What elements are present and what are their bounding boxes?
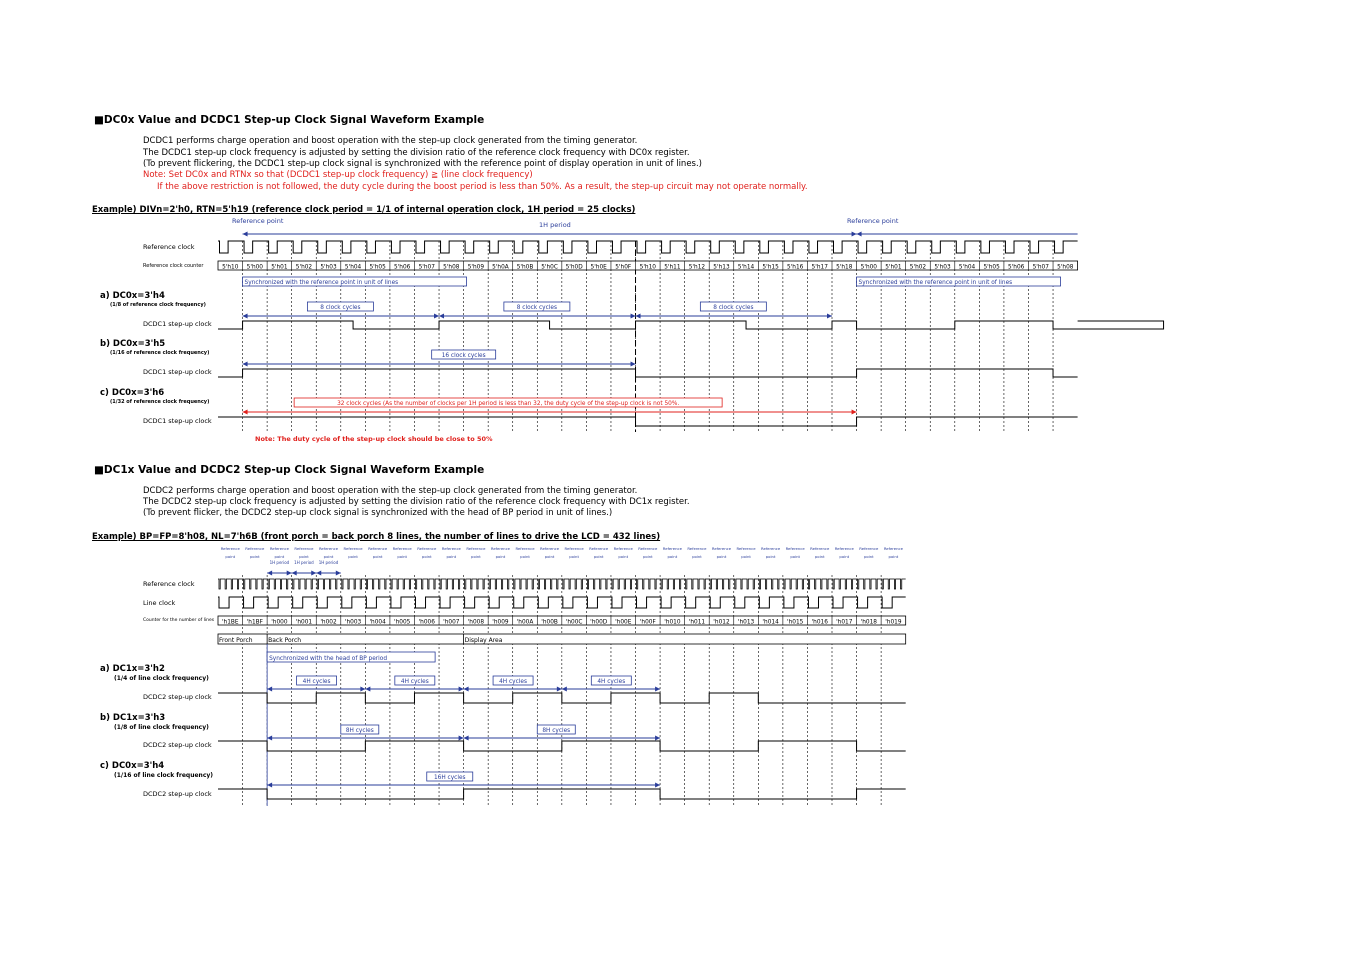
reference-point-label: point (348, 554, 358, 559)
cycle-arrow-4h-head-left (562, 687, 567, 692)
display-area-label: Display Area (464, 637, 503, 644)
counter-cell: 5'h01 (885, 264, 902, 271)
line-counter-cell: 'h019 (885, 619, 902, 626)
reference-point-label: Reference (834, 546, 854, 551)
counter-cell: 5'h08 (443, 264, 460, 271)
back-porch-label: Back Porch (268, 637, 302, 644)
reference-point-label: point (692, 554, 702, 559)
reference-point-label: point (421, 554, 432, 559)
duty-cycle-note: Note: The duty cycle of the step-up clock should be close to 50% (255, 435, 493, 443)
reference-point-label: Reference (687, 546, 707, 551)
counter-cell: 5'h0F (615, 264, 632, 271)
reference-point-label: Reference (662, 546, 682, 551)
reference-point-label: point (642, 554, 653, 559)
counter-cell: 5'h11 (664, 264, 681, 271)
counter-cell: 5'h00 (860, 264, 878, 271)
line-counter-cell: 'h009 (492, 619, 509, 626)
cycle-arrow-8h-head-right (459, 736, 464, 741)
line-counter-cell: 'h1BE (221, 619, 239, 626)
cycle-label-4h: 4H cycles (499, 679, 528, 685)
cycle-arrow-4h-head-left (464, 687, 469, 692)
line-counter-cell: 'h1BF (246, 619, 263, 626)
reference-point-label: point (397, 554, 408, 559)
case-a-subtitle: (1/8 of reference clock frequency) (110, 302, 206, 308)
counter-cell: 5'h05 (983, 264, 1000, 271)
cycle-label-4h: 4H cycles (400, 679, 429, 685)
counter-cell: 5'h10 (222, 264, 239, 271)
cycle-arrow-4h-head-left (267, 687, 272, 692)
cycle-arrow-32-head-right (852, 410, 857, 415)
cycle-arrow-4h-head-left (365, 687, 370, 692)
counter-cell: 5'h01 (271, 264, 288, 271)
counter-cell: 5'h14 (737, 264, 755, 271)
reference-point-label: Reference (220, 546, 240, 551)
stepup2-clock-label: DCDC2 step-up clock (143, 693, 212, 701)
stepup-clock-label: DCDC1 step-up clock (143, 320, 212, 328)
reference-point-label: point (839, 554, 850, 559)
reference-point-label: point (520, 554, 530, 559)
cycle-arrow-4h-head-right (360, 687, 365, 692)
line-counter-cell: 'h008 (467, 619, 485, 626)
line-counter-cell: 'h00A (516, 619, 534, 626)
counter-cell: 5'h02 (909, 264, 927, 271)
cycle-label-8h: 8H cycles (542, 728, 571, 734)
front-porch-label: Front Porch (219, 637, 253, 644)
line-counter-cell: 'h010 (664, 619, 681, 626)
reference-point-label: Reference (589, 546, 609, 551)
counter-cell: 5'h07 (1032, 264, 1049, 271)
cycle-arrow-8-head-left (636, 314, 641, 319)
section2-paragraph-line: (To prevent flicker, the DCDC2 step-up clock signal is synchronized with the head of BP period in unit of lines.) (143, 508, 613, 518)
reference-point-label: Reference (318, 546, 339, 551)
counter-cell: 5'h0A (492, 264, 509, 271)
cycle-label-16: 16 clock cycles (441, 353, 486, 359)
reference-point-label: Reference (269, 546, 289, 551)
case-b-subtitle: (1/16 of reference clock frequency) (110, 350, 210, 356)
reference-point-label: Reference (294, 546, 314, 551)
reference-point-label: Reference (564, 546, 584, 551)
case-a-title: a) DC0x=3'h4 (100, 291, 165, 301)
cycle-arrow-4h-head-right (655, 687, 660, 692)
line-counter-cell: 'h00C (565, 619, 583, 626)
counter-cell: 5'h12 (688, 264, 706, 271)
period-1h-label: 1H period (294, 560, 314, 565)
reference-point-label: point (593, 554, 604, 559)
period-1h-label: 1H period (539, 221, 571, 229)
section1-paragraph-line: (To prevent flickering, the DCDC1 step-up clock signal is synchronized with the reference point of display operation in unit of lines.) (143, 159, 702, 169)
counter-cell: 5'h03 (320, 264, 337, 271)
case-c-subtitle: (1/32 of reference clock frequency) (110, 399, 210, 405)
reference-point-label: point (741, 554, 751, 559)
line-counter-cell: 'h015 (786, 619, 804, 626)
cycle-arrow-8-head-left (439, 314, 444, 319)
cycle-arrow-8-head-left (243, 314, 248, 319)
counter-cell: 5'h18 (836, 264, 853, 271)
dcdc1-stepup-a-waveform (218, 321, 1164, 329)
line-counter-cell: 'h012 (713, 619, 730, 626)
sync-label: Synchronized with the reference point in unit of lines (858, 280, 1013, 286)
line-counter-cell: 'h00B (541, 619, 558, 626)
reference-point-label: Reference (736, 546, 756, 551)
reference-point-label: Reference (638, 546, 658, 551)
line-counter-cell: 'h002 (320, 619, 337, 626)
counter-cell: 5'h09 (467, 264, 485, 271)
reference-point-label: Reference (490, 546, 511, 551)
counter-cell: 5'h17 (811, 264, 828, 271)
period-1h-label: 1H period (269, 560, 290, 565)
period-arrow-head (857, 232, 862, 237)
counter-cell: 5'h15 (762, 264, 779, 271)
dcdc1-stepup-b-waveform (218, 369, 1078, 377)
line-counter-cell: 'h005 (394, 619, 411, 626)
cycle-label-8h: 8H cycles (345, 728, 374, 734)
reference-point-label: Reference (245, 546, 265, 551)
section1-title: ■DC0x Value and DCDC1 Step-up Clock Signal Waveform Example (94, 114, 485, 126)
case2-c-subtitle: (1/16 of line clock frequency) (114, 772, 214, 779)
reference-point-label: point (618, 554, 629, 559)
counter-cell: 5'h0D (565, 264, 583, 271)
counter-cell: 5'h04 (344, 264, 362, 271)
reference-point-label: Reference point (232, 217, 284, 225)
line-counter-label: Counter for the number of lines (143, 618, 215, 623)
reference-point-label: Reference (613, 546, 633, 551)
cycle-label-8: 8 clock cycles (713, 305, 754, 311)
cycle-arrow-8-head-right (827, 314, 832, 319)
cycle-arrow-8h-head-right (655, 736, 660, 741)
section1-note-detail: If the above restriction is not followed, the duty cycle during the boost period is less than 50%. As a result, the step-up circuit may not operate normally. (157, 182, 808, 192)
reference-point-label: point (569, 554, 579, 559)
line-counter-cell: 'h000 (271, 619, 288, 626)
line-clock-waveform (218, 597, 906, 608)
case-c-title: c) DC0x=3'h6 (100, 388, 165, 398)
reference-point-label: Reference (883, 546, 903, 551)
counter-cell: 5'h04 (958, 264, 976, 271)
reference-point-label: point (716, 554, 727, 559)
counter-cell: 5'h06 (1008, 264, 1025, 271)
reference-point-label: point (274, 554, 285, 559)
counter-cell: 5'h06 (394, 264, 411, 271)
case2-b-subtitle: (1/8 of line clock frequency) (114, 724, 209, 731)
counter-cell: 5'h08 (1057, 264, 1074, 271)
reference-point-label: point (495, 554, 506, 559)
cycle-label-16h: 16H cycles (433, 775, 466, 781)
section1-note: Note: Set DC0x and RTNx so that (DCDC1 step-up clock frequency) ≧ (line clock frequency) (143, 170, 533, 180)
line-counter-cell: 'h00E (615, 619, 632, 626)
line-counter-cell: 'h003 (344, 619, 362, 626)
reference-clock-label: Reference clock (143, 243, 195, 251)
reference-clock-waveform (218, 241, 1078, 253)
counter-cell: 5'h03 (934, 264, 951, 271)
cycle-arrow-32-head-left (243, 410, 248, 415)
reference-point-label: Reference (466, 546, 486, 551)
stepup2-clock-label: DCDC2 step-up clock (143, 741, 212, 749)
line-counter-cell: 'h013 (737, 619, 755, 626)
cycle-arrow-4h-head-right (557, 687, 562, 692)
reference-point-label: Reference (859, 546, 879, 551)
reference-point-label: point (372, 554, 383, 559)
reference-point-label: point (814, 554, 825, 559)
reference-clock-label: Reference clock (143, 580, 195, 588)
reference-point-label: Reference (417, 546, 437, 551)
cycle-arrow-8-head-right (631, 314, 636, 319)
cycle-arrow-16h-head-right (655, 783, 660, 788)
reference-point-label: Reference (761, 546, 781, 551)
reference-point-label: point (888, 554, 899, 559)
period-1h-arrow-head-left (292, 571, 297, 576)
period-arrow-1h-head-left (243, 232, 248, 237)
line-counter-cell: 'h00F (639, 619, 656, 626)
cycle-label-32: 32 clock cycles (As the number of clocks per 1H period is less than 32, the duty cycle of the step-up clock is not 50%. (337, 401, 680, 407)
cycle-arrow-8h-head-left (267, 736, 272, 741)
case2-a-title: a) DC1x=3'h2 (100, 664, 165, 674)
reference-point-label: Reference (343, 546, 363, 551)
sync-label: Synchronized with the reference point in unit of lines (244, 280, 399, 286)
reference-point-label: Reference (368, 546, 388, 551)
counter-cell: 5'h13 (713, 264, 730, 271)
reference-point-label: point (667, 554, 678, 559)
counter-cell: 5'h07 (418, 264, 435, 271)
line-counter-cell: 'h007 (443, 619, 460, 626)
counter-cell: 5'h0C (541, 264, 558, 271)
period-1h-arrow-head-right (336, 571, 341, 576)
dcdc2-stepup-c-waveform (218, 789, 906, 799)
case-b-title: b) DC0x=3'h5 (100, 339, 166, 349)
counter-cell: 5'h00 (246, 264, 264, 271)
line-counter-cell: 'h017 (836, 619, 853, 626)
section1-example: Example) DIVn=2'h0, RTN=5'h19 (reference clock period = 1/1 of internal operation clock, 1H period = 25 clocks) (92, 205, 636, 215)
reference-point-label: point (446, 554, 457, 559)
cycle-label-4h: 4H cycles (302, 679, 331, 685)
dcdc2-stepup-b-waveform (218, 741, 906, 751)
reference-point-label: point (863, 554, 874, 559)
cycle-arrow-16-head-right (631, 362, 636, 367)
reference-point-label: Reference point (847, 217, 899, 225)
reference-point-label: Reference (441, 546, 461, 551)
period-1h-arrow-head-left (267, 571, 272, 576)
case2-b-title: b) DC1x=3'h3 (100, 713, 166, 723)
cycle-arrow-16h-head-left (267, 783, 272, 788)
period-1h-arrow-head-right (311, 571, 316, 576)
cycle-label-8: 8 clock cycles (320, 305, 361, 311)
cycle-arrow-4h-head-right (459, 687, 464, 692)
reference-point-label: point (471, 554, 481, 559)
dcdc1-stepup-c-waveform (218, 417, 1078, 426)
reference-point-label: Reference (392, 546, 412, 551)
counter-cell: 5'h10 (639, 264, 656, 271)
counter-cell: 5'h02 (295, 264, 313, 271)
period-arrow-1h-head-right (852, 232, 857, 237)
line-counter-cell: 'h014 (762, 619, 779, 626)
reference-point-label: point (544, 554, 555, 559)
counter-cell: 5'h0B (516, 264, 534, 271)
case2-a-subtitle: (1/4 of line clock frequency) (114, 675, 209, 682)
section2-title: ■DC1x Value and DCDC2 Step-up Clock Signal Waveform Example (94, 464, 485, 476)
dcdc2-stepup-a-waveform (218, 693, 906, 703)
reference-point-label: point (225, 554, 236, 559)
sync-label-2: Synchronized with the head of BP period (269, 656, 388, 662)
cycle-label-8: 8 clock cycles (516, 305, 558, 311)
stepup-clock-label: DCDC1 step-up clock (143, 368, 212, 376)
reference-point-label: point (249, 554, 260, 559)
reference-point-label: point (790, 554, 801, 559)
reference-point-label: Reference (515, 546, 535, 551)
reference-point-label: point (299, 554, 309, 559)
counter-cell: 5'h0E (590, 264, 607, 271)
section2-paragraph-line: The DCDC2 step-up clock frequency is adjusted by setting the division ratio of the reference clock frequency with DC1x register. (143, 497, 690, 507)
stepup2-clock-label: DCDC2 step-up clock (143, 790, 212, 798)
counter-cell: 5'h05 (369, 264, 386, 271)
period-1h-label: 1H period (318, 560, 339, 565)
stepup-clock-label: DCDC1 step-up clock (143, 417, 212, 425)
cycle-arrow-8-head-right (434, 314, 439, 319)
line-counter-cell: 'h006 (418, 619, 435, 626)
line-counter-cell: 'h00D (590, 619, 608, 626)
period-row-border (218, 634, 906, 644)
line-counter-cell: 'h011 (688, 619, 706, 626)
line-clock-label: Line clock (143, 599, 176, 607)
reference-point-label: point (765, 554, 776, 559)
line-counter-cell: 'h018 (860, 619, 878, 626)
reference-point-label: Reference (810, 546, 830, 551)
section2-example: Example) BP=FP=8'h08, NL=7'h6B (front porch = back porch 8 lines, the number of lines to drive the LCD = 432 lines) (92, 532, 661, 542)
line-counter-cell: 'h001 (295, 619, 313, 626)
cycle-arrow-8h-head-left (464, 736, 469, 741)
reference-point-label: Reference (539, 546, 560, 551)
period-1h-arrow-head-right (287, 571, 292, 576)
section1-paragraph-line: The DCDC1 step-up clock frequency is adjusted by setting the division ratio of the reference clock frequency with DC0x register. (143, 148, 690, 158)
case2-c-title: c) DC0x=3'h4 (100, 761, 165, 771)
period-1h-arrow-head-left (316, 571, 321, 576)
section1-paragraph-line: DCDC1 performs charge operation and boost operation with the step-up clock generated from the timing generator. (143, 136, 638, 146)
section2-paragraph-line: DCDC2 performs charge operation and boost operation with the step-up clock generated from the timing generator. (143, 486, 638, 496)
reference-point-label: Reference (711, 546, 732, 551)
counter-cell: 5'h16 (786, 264, 804, 271)
reference-point-label: point (323, 554, 334, 559)
line-counter-cell: 'h016 (811, 619, 828, 626)
reference-point-label: Reference (785, 546, 805, 551)
reference-clock-counter-label: Reference clock counter (143, 263, 204, 269)
cycle-arrow-16-head-left (243, 362, 248, 367)
cycle-label-4h: 4H cycles (597, 679, 626, 685)
line-counter-cell: 'h004 (369, 619, 386, 626)
